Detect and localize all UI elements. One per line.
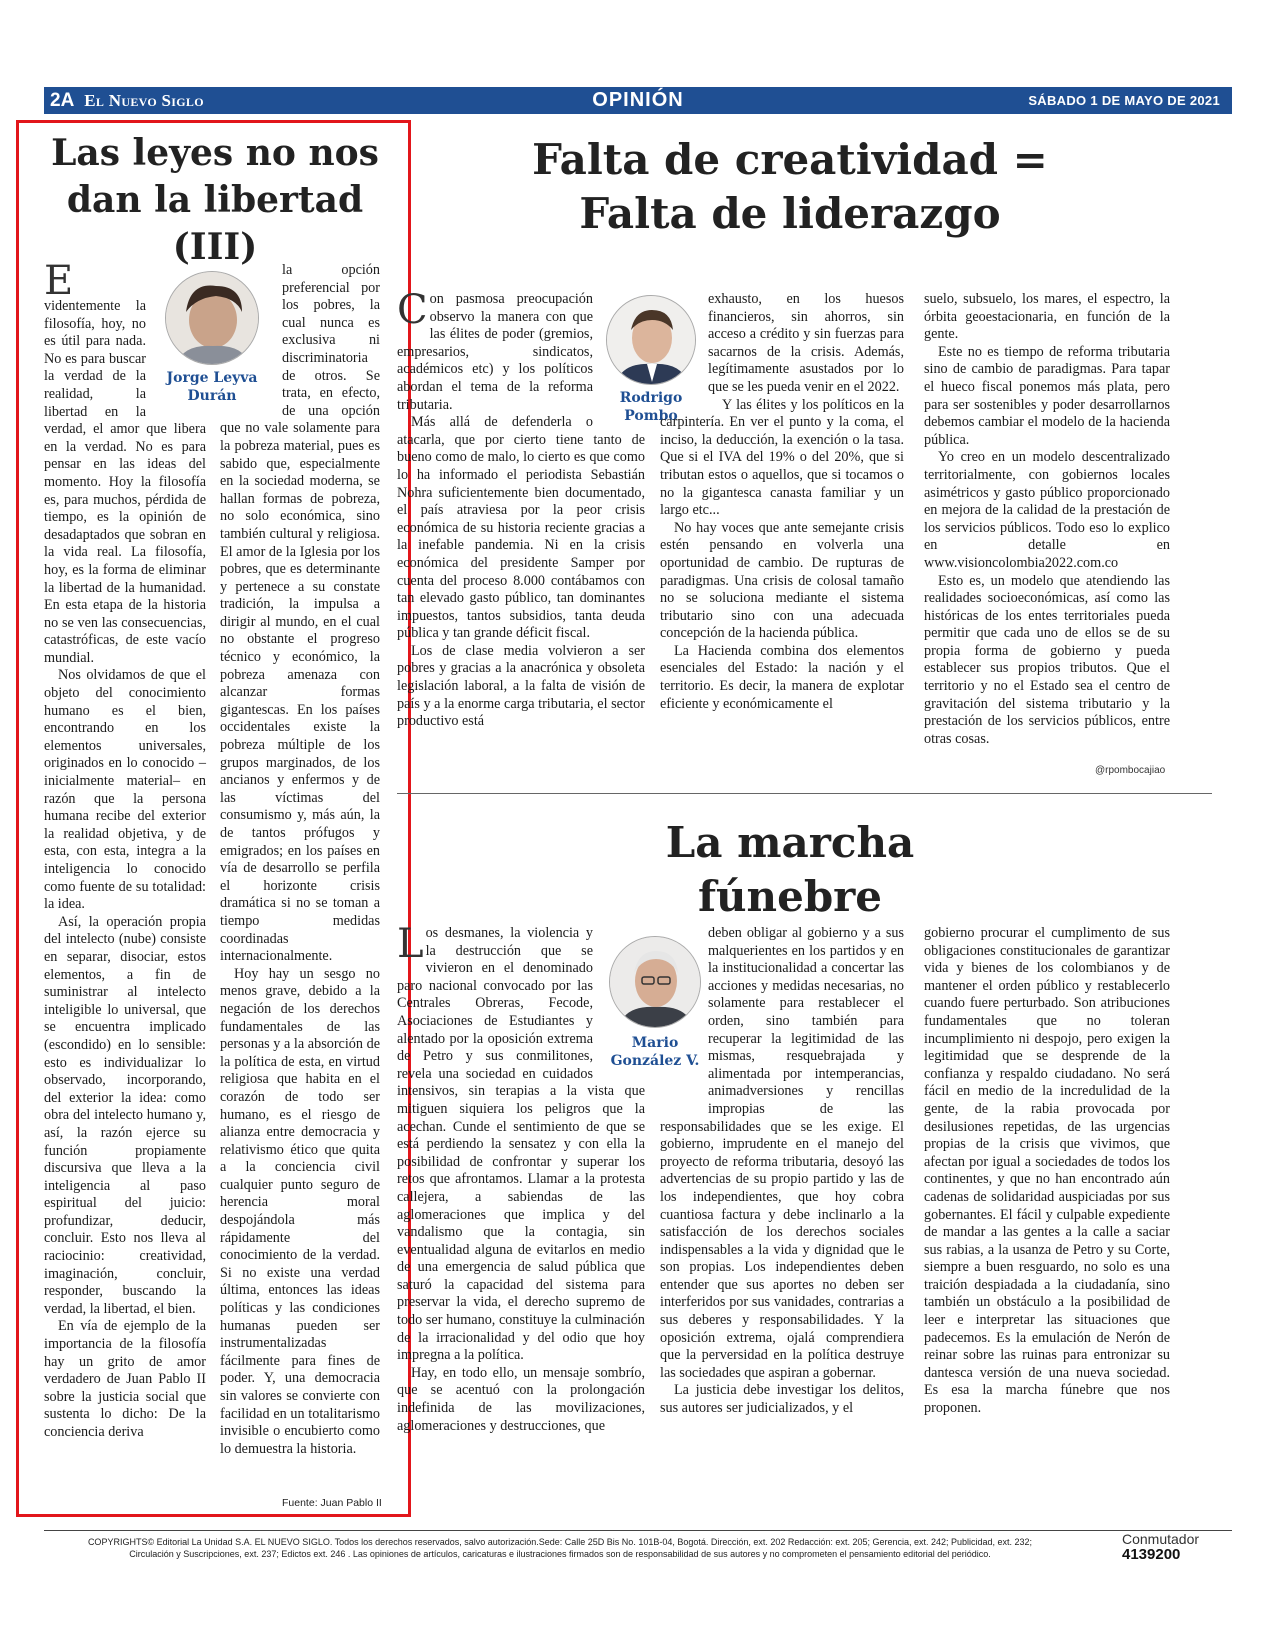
article2-col3-p2: Este no es tiempo de reforma tributaria sino de cambio de paradigmas. Para tapar el hueco fiscal ponemos más plata, pero para ser sostenibles y poder desarrollarnos debemos cambiar el modelo de la hacienda pública.: [924, 343, 1170, 448]
article2-column-1: [397, 287, 645, 731]
article2-col3-p1: suelo, subsuelo, los mares, el espectro, la órbita geoestacionaria, en función de la gente.: [924, 291, 1170, 343]
article2-col1-p3: Los de clase media volvieron a ser pobres y gracias a la anacrónica y obsoleta legislación laboral, a la falta de visión de país y a la enorme carga tributaria, el sector productivo está: [397, 642, 645, 730]
article1-col2-p2: Hoy hay un sesgo no menos grave, debido a la negación de los derechos fundamentales de las personas y a la absorción de la política de esta, en virtud religiosa que habita en el corazón de todo ser humano, es el riesgo de alianza entre democracia y relativismo ético que quita a la conciencia civil cualquier punto seguro de herencia moral despojándola más rápidamente del conocimiento de la verdad. Si no existe una verdad última, entonces las ideas políticas y las condiciones humanas pueden ser instrumentalizadas fácilmente para fines de poder. Y, una democracia sin valores se convierte con facilidad en un totalitarismo invisible o encubierto como lo demuestra la historia.: [220, 965, 380, 1457]
article1-column-1: [44, 258, 206, 1442]
drop-cap: L: [397, 921, 424, 967]
article3-column-3: [924, 925, 1170, 1418]
article2-column-3: [924, 291, 1170, 748]
article1-col1-p2: Nos olvidamos de que el objeto del conocimiento humano es el bien, encontrando en los elementos universales, originados en lo conocido –inicialmente material– en razón que la persona humana recibe del exterior la realidad objetiva, y de esta, con esta, integra a la inteligencia lo conocido como fuente de su totalidad: la idea.: [44, 667, 206, 913]
article1-author: Jorge Leyva Durán: [166, 370, 258, 404]
article1-col1-p3: Así, la operación propia del intelecto (nube) consiste en separar, disociar, estos elementos, a fin de suministrar al intelecto inteligible lo universal, que se encuentra implicado (escondido) en lo sensible: esto es individualizar lo observado, incorporando, del exterior la idea: como obra del intelecto humano y, así, la razón ejerce su función propiamente discursiva que lleva a la inteligencia al paso espiritual del juicio: profundizar, deducir, concluir. Esto nos lleva al raciocinio: creatividad, imaginación, concluir, responder, buscando la verdad, la libertad, el bien.: [44, 913, 206, 1317]
article3-col1-p1: Los desmanes, la violencia y la destrucción que se vivieron en el denominado paro nacional convocado por las Centrales Obreras, Fecode, Asociaciones de Estudiantes y alentado por la oposición extrema de Petro y sus conmilitones, revela una sociedad en cuidados intensivos, sin terapias a la vista que mitiguen siquiera los peligros que la acechan. Cunde el sentimiento de que se está perdiendo la sensatez y con ella la posibilidad de confrontar y superar los retos que afrontamos. Llamar a la protesta callejera, a sabiendas de las aglomeraciones que implica y del vandalismo que la contagia, sin eventualidad alguna de evitarlos en medio de una emergencia de salud pública que saturó la capacidad del sistema para preservar la vida, el derecho supremo de todo ser humano, constituye la culminación de la irracionalidad y del odio que hoy impregna a la política.: [397, 921, 645, 1364]
article2-col2-p1: exhausto, en los huesos financieros, sin ahorros, sin acceso a crédito y sin fuerzas para sacarnos de la crisis. Además, legítimamente asustados por lo que se les pueda venir en el 2022.: [708, 291, 904, 395]
article2-column-2: [660, 291, 904, 713]
article3-column-2: [660, 925, 904, 1418]
article2-col3-p4: Esto es, un modelo que atendiendo las realidades socioeconómicas, así como las históricas de los entes territoriales pueda permitir que cada uno de ellos se de su propia forma de gobierno y pueda establecer sus propios tributos. Que el territorio y no el Estado sea el centro de gravitación del sistema tributario y la prestación de los servicios públicos, entre otras cosas.: [924, 572, 1170, 747]
newspaper-name: El Nuevo Siglo: [84, 90, 204, 110]
article3-col2-p2: La justicia debe investigar los delitos, sus autores ser judicializados, y el: [660, 1382, 904, 1417]
article2-col2-p4: La Hacienda combina dos elementos esenciales del Estado: la nación y el territorio. Es decir, la manera de explotar eficiente y económicamente el: [660, 642, 904, 712]
footer-line-1: COPYRIGHTS© Editorial La Unidad S.A. EL NUEVO SIGLO. Todos los derechos reservados, salvo autorización.Sede: Calle 25D Bis No. 101B-04, Bogotá. Dirección, ext. 202 Redacción: ext. 205; Gerencia, ext. 242; Publicidad, ext. 232;: [87, 1537, 1033, 1547]
article3-title: La marcha fúnebre: [665, 818, 915, 921]
article1-column-2: [220, 262, 380, 1458]
article2-col1-p1: Con pasmosa preocupación observo la manera con que las élites de poder (gremios, empresarios, sindicatos, académicos etc) y los políticos abordan el tema de la reforma tributaria.: [397, 287, 593, 413]
article3-author: Mario González V.: [610, 1035, 700, 1069]
article2-author-handle: @rpombocajiao: [1095, 765, 1166, 776]
article3-column-1: [397, 921, 645, 1435]
drop-cap: E: [44, 258, 74, 304]
article1-col2-p1: la opción preferencial por los pobres, la cual nunca es exclusiva ni discriminatoria de otros. Se trata, en efecto, de una opción que no vale solamente para la pobreza material, pues es sabido que, especialmente en la sociedad moderna, se hallan formas de pobreza, no solo económica, sino también cultural y religiosa. El amor de la Iglesia por los pobres, que es determinante y pertenece a su constate tradición, la impulsa a dirigir al mundo, en el cual no obstante el progreso técnico y económico, la pobreza amenaza con alcanzar formas gigantescas. En los países occidentales existe la pobreza múltiple de los grupos marginados, de los ancianos y enfermos y de las víctimas del consumismo y, más aún, la de tantos prófugos y emigrados; en los países en vía de desarrollo se perfila el horizonte crisis dramática si no se toman a tiempo medidas coordinadas internacionalmente.: [220, 262, 380, 965]
article1-source: Fuente: Juan Pablo II: [282, 1497, 382, 1509]
footer-rule: [44, 1530, 1232, 1531]
article3-col2-p1: deben obligar al gobierno y a sus malquerientes en los partidos y en la institucionalidad a concertar las acciones y medidas necesarias, no solamente para restablecer el orden, sino también para recuperar la legitimidad de las mismas, resquebrajada y alimentada por intemperancias, animadversiones y rencillas impropias de las responsabilidades que se les exige. El gobierno, imprudente en el manejo del proyecto de reforma tributaria, desoyó las advertencias de su propio partido y las de los independientes, que hoy cobra cuantiosa factura y debe inclinarlo a la satisfacción de los derechos sociales indispensables a la vida y dignidad que le son propias. Los independientes deben entender que sus aportes no deben ser interferidos por sus vanidades, contrarias a sus deberes y responsabilidades. Y la oposición extrema, ojalá comprendiera que la perversidad en la política destruye las sociedades que aspiran a gobernar.: [660, 925, 904, 1381]
footer-copyright: [60, 1536, 1060, 1560]
drop-cap: C: [397, 287, 428, 333]
article2-author: Rodrigo Pombo: [619, 390, 683, 424]
footer-line-2: Circulación y Suscripciones, ext. 237; Edictos ext. 246 . Las opiniones de artículos, caricaturas e ilustraciones firmados son de responsabilidad de sus autores y no comprometen el pensamiento editorial del periódico.: [129, 1549, 991, 1559]
article2-col1-p2: Más allá de defenderla o atacarla, que por cierto tiene tanto de bueno como de malo, lo cierto es que como lo ha informado el periodista Sebastián Nohra suficientemente bien documentado, el país atraviesa por la peor crisis económica de su historia reciente gracias a la inefable pandemia. Ni en la crisis económica del presidente Samper por cuenta del proceso 8.000 contábamos con tan elevado gasto público, tan dominantes impuestos, tantos subsidios, tanta deuda pública y tan grande déficit fiscal.: [397, 414, 645, 642]
article2-title: Falta de creatividad = Falta de liderazgo: [532, 135, 1048, 238]
switchboard-number: 4139200: [1122, 1546, 1181, 1563]
article2-col2-p2: Y las élites y los políticos en la carpintería. En ver el punto y la coma, el inciso, la deducción, la exención o la tasa. Que si el IVA del 19% o del 20%, que si tributan estos o aquellos, que si tocamos o no la gigantesca canasta familiar y un largo etc...: [660, 396, 904, 519]
article2-col2-p3: No hay voces que ante semejante crisis estén pensando en volverla una oportunidad de cambio. De rupturas de paradigmas. Una crisis de colosal tamaño no se soluciona mediante el sistema tributario sino con una adecuada concepción de la hacienda pública.: [660, 519, 904, 642]
section-title: OPINIÓN: [592, 89, 684, 111]
article3-col1-p2: Hay, en todo ello, un mensaje sombrío, que se acentuó con la prolongación indefinida de las movilizaciones, aglomeraciones y destrucciones, que: [397, 1364, 645, 1434]
issue-date: SÁBADO 1 DE MAYO DE 2021: [1028, 93, 1220, 108]
article2-col3-p3: Yo creo en un modelo descentralizado territorialmente, con gobiernos locales asimétricos y gasto público proporcionado en mejora de la calidad de la prestación de los servicios públicos. Todo eso lo explico en detalle en www.visioncolombia2022.com.co: [924, 449, 1170, 571]
section-divider: [397, 793, 1212, 794]
page-number: 2A: [50, 89, 75, 111]
page-header: [44, 87, 1232, 114]
article1-title: Las leyes no nos dan la libertad (III): [51, 132, 379, 268]
article1-col1-p4: En vía de ejemplo de la importancia de la filosofía hay un grito de amor verdadero de Juan Pablo II sobre la justicia social que sustenta lo dicho: De la conciencia deriva: [44, 1318, 206, 1440]
switchboard-label: Conmutador: [1122, 1531, 1200, 1547]
article3-col3-p1: gobierno procurar el cumplimento de sus obligaciones constitucionales de garantizar vida y bienes de los colombianos y de mantener el orden público y restablecerlo cuando fuere perturbado. Son atribuciones fundamentales que no toleran incumplimiento ni despojo, pero exigen la legitimidad que se desprende de la confianza y respaldo ciudadano. No será fácil en medio de la incredulidad de la gente, de la rabia provocada por desilusiones repetidas, de las urgencias propias de la crisis que vivimos, que afectan por igual a sociedades de todos los continentes, y que no han encontrado aún cadenas de solidaridad auspiciadas por sus gobernantes. El fácil y culpable expediente de mandar a las gentes a la calle a saciar sus rabias, a la usanza de Petro y su Corte, siempre a buen resguardo, no solo es una traición despiadada a la ciudadanía, sino también un obstáculo a la posibilidad de leer e interpretar las situaciones que padecemos. Es la emulación de Nerón de reinar sobre las ruinas para entronizar su dantesca versión de una nueva sociedad. Es esa la marcha fúnebre que nos proponen.: [924, 925, 1170, 1417]
article1-col1-p1: E videntemente la filosofía, hoy, no es útil para nada. No es para buscar la verdad de la realidad, la libertad en la verdad, el amor que libera en la verdad. No es para pensar en las ideas del momento. Hoy la filosofía es, para muchos, pérdida de tiempo, es la opinión de desadaptados que sobran en la vida real. La filosofía, hoy, es la forma de eliminar la libertad de la humanidad. En esta etapa de la historia no se ven las consecuencias, catastróficas, de este vacío mundial.: [44, 258, 206, 666]
